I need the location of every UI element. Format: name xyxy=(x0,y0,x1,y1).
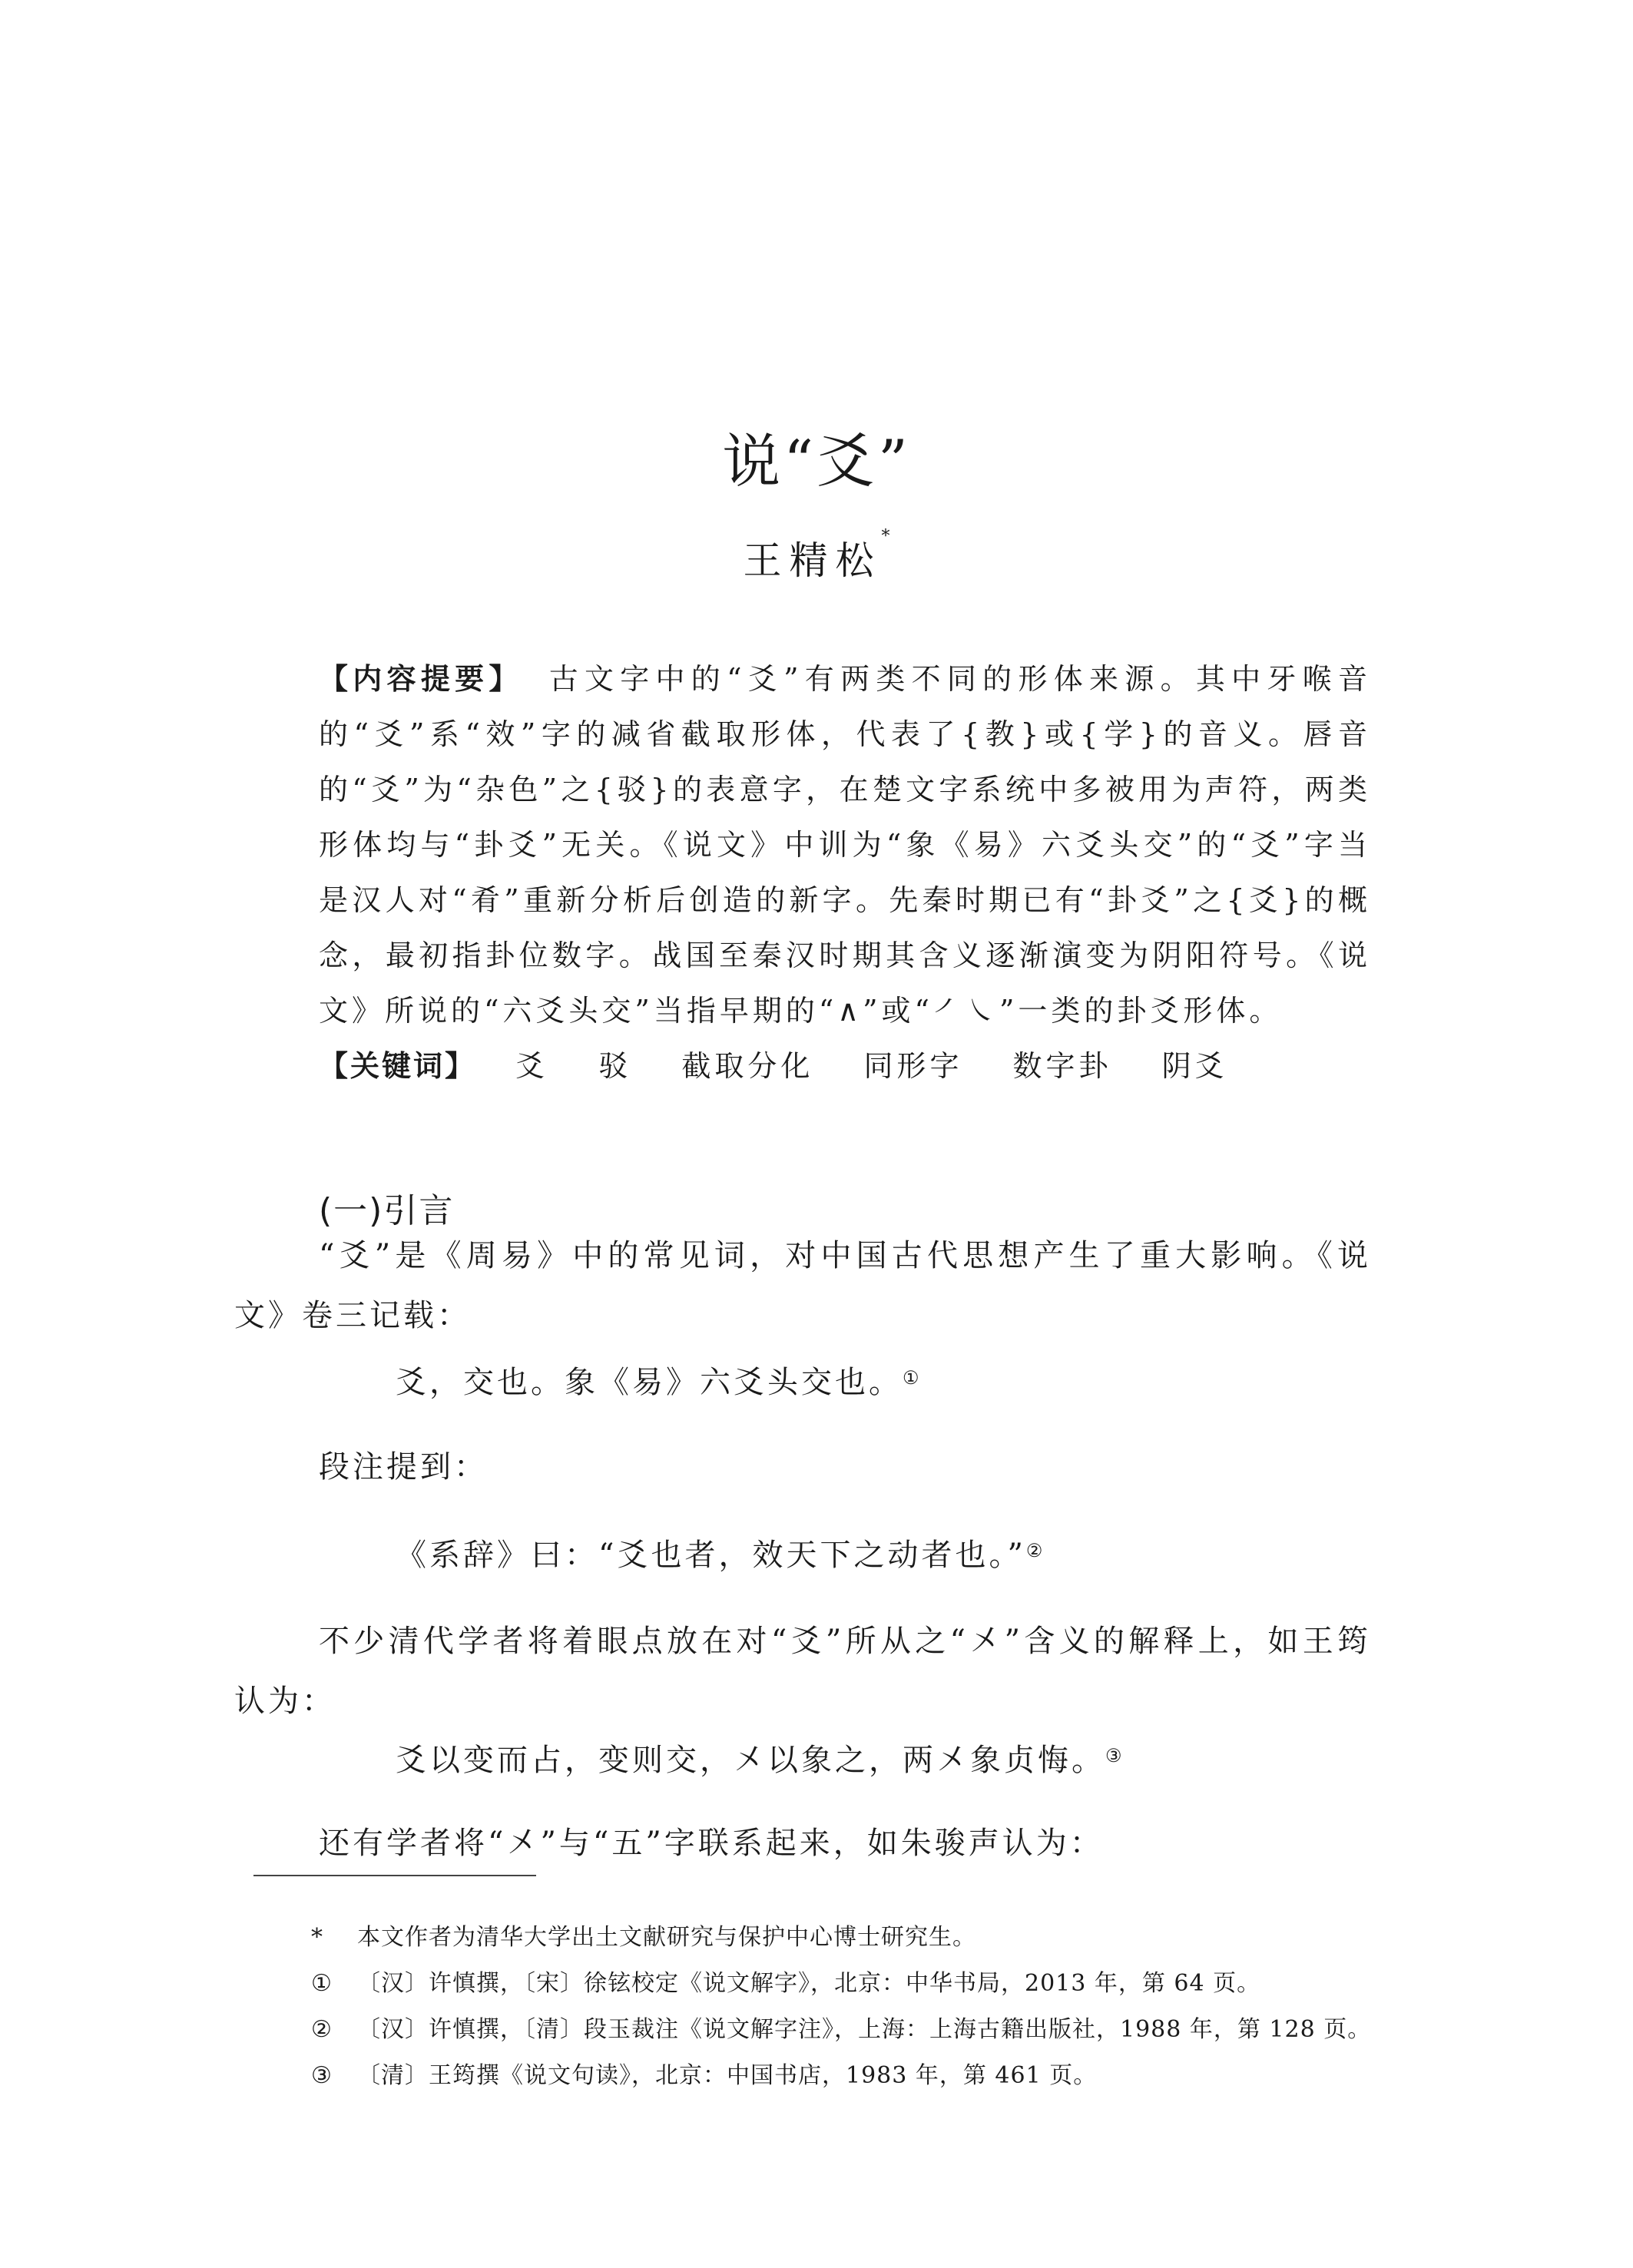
article-title: 说“爻” xyxy=(722,427,911,495)
body-paragraph-3 xyxy=(234,1611,1371,1731)
paragraph-text: 段注提到： xyxy=(319,1449,488,1485)
body-paragraph-4 xyxy=(234,1820,1456,1866)
block-quote-3 xyxy=(234,1737,1532,1783)
footnote-divider xyxy=(253,1875,536,1876)
keyword: 同形字 xyxy=(863,1049,963,1083)
footnote-ref: ② xyxy=(1025,1540,1043,1561)
footnote-mark: ③ xyxy=(311,2062,333,2089)
footnote xyxy=(311,2010,1417,2044)
quote-text: 《系辞》曰：“爻也者，效天下之动者也。” xyxy=(396,1538,1026,1573)
body-paragraph-1 xyxy=(234,1226,1371,1346)
footnote-mark: ② xyxy=(311,2016,333,2043)
footnote-ref: ① xyxy=(903,1367,919,1389)
paragraph-text: 还有学者将“㐅”与“五”字联系起来，如朱骏声认为： xyxy=(319,1826,1104,1861)
author-text: 王精松 xyxy=(743,538,882,583)
footnote xyxy=(311,2056,1417,2090)
footnote-text: 〔汉〕许慎撰，〔宋〕徐铉校定《说文解字》，北京：中华书局，2013 年，第 64 页。 xyxy=(357,1970,1261,1997)
quote-text: 爻以变而占，变则交，㐅以象之，两㐅象贞悔。 xyxy=(396,1743,1105,1778)
block-quote-1 xyxy=(234,1359,1532,1405)
footnote xyxy=(311,1918,1417,1952)
paragraph-text: “爻”是《周易》中的常见词，对中国古代思想产生了重大影响。《说文》卷三记载： xyxy=(234,1238,1371,1333)
footnote-mark: ① xyxy=(311,1970,333,1997)
abstract-label: 【内容提要】 xyxy=(319,662,523,696)
footnote-text: 本文作者为清华大学出土文献研究与保护中心博士研究生。 xyxy=(357,1924,976,1951)
quote-text: 爻，交也。象《易》六爻头交也。 xyxy=(396,1365,903,1400)
keyword: 驳 xyxy=(598,1049,632,1083)
keyword: 数字卦 xyxy=(1012,1049,1112,1083)
author-name xyxy=(0,527,1633,585)
footnote-text: 〔汉〕许慎撰，〔清〕段玉裁注《说文解字注》，上海：上海古籍出版社，1988 年，第 128 页。 xyxy=(357,2016,1372,2043)
abstract-block xyxy=(319,651,1371,1094)
keywords-line xyxy=(319,1038,1371,1094)
keyword: 阴爻 xyxy=(1161,1049,1228,1083)
block-quote-2 xyxy=(234,1532,1532,1578)
keyword: 爻 xyxy=(515,1049,549,1083)
keywords-label: 【关键词】 xyxy=(319,1049,477,1083)
footnote xyxy=(311,1964,1417,1998)
footnote-ref: ③ xyxy=(1105,1745,1122,1766)
abstract-paragraph xyxy=(319,651,1371,1038)
footnote-text: 〔清〕王筠撰《说文句读》，北京：中国书店，1983 年，第 461 页。 xyxy=(357,2062,1098,2089)
abstract-text: 古文字中的“爻”有两类不同的形体来源。其中牙喉音的“爻”系“效”字的减省截取形体，代表了{教}或{学}的音义。唇音的“爻”为“杂色”之{驳}的表意字，在楚文字系统中多被用为声符，两类形体均与“卦爻”无关。《说文》中训为“象《易》六爻头交”的“爻”字当是汉人对“肴”重新分析后创造的新字。先秦时期已有“卦爻”之{爻}的概念，最初指卦位数字。战国至秦汉时期其含义逐渐演变为阴阳符号。《说文》所说的“六爻头交”当指早期的“∧”或“㇒㇏”一类的卦爻形体。 xyxy=(319,662,1371,1028)
section-heading: (一)引言 xyxy=(319,1191,455,1230)
body-paragraph-2 xyxy=(234,1444,1456,1490)
author-footnote-mark: * xyxy=(881,527,890,546)
paragraph-text: 不少清代学者将着眼点放在对“爻”所从之“㐅”含义的解释上，如王筠认为： xyxy=(234,1624,1371,1719)
keyword: 截取分化 xyxy=(681,1049,814,1083)
footnote-mark: * xyxy=(311,1924,323,1951)
